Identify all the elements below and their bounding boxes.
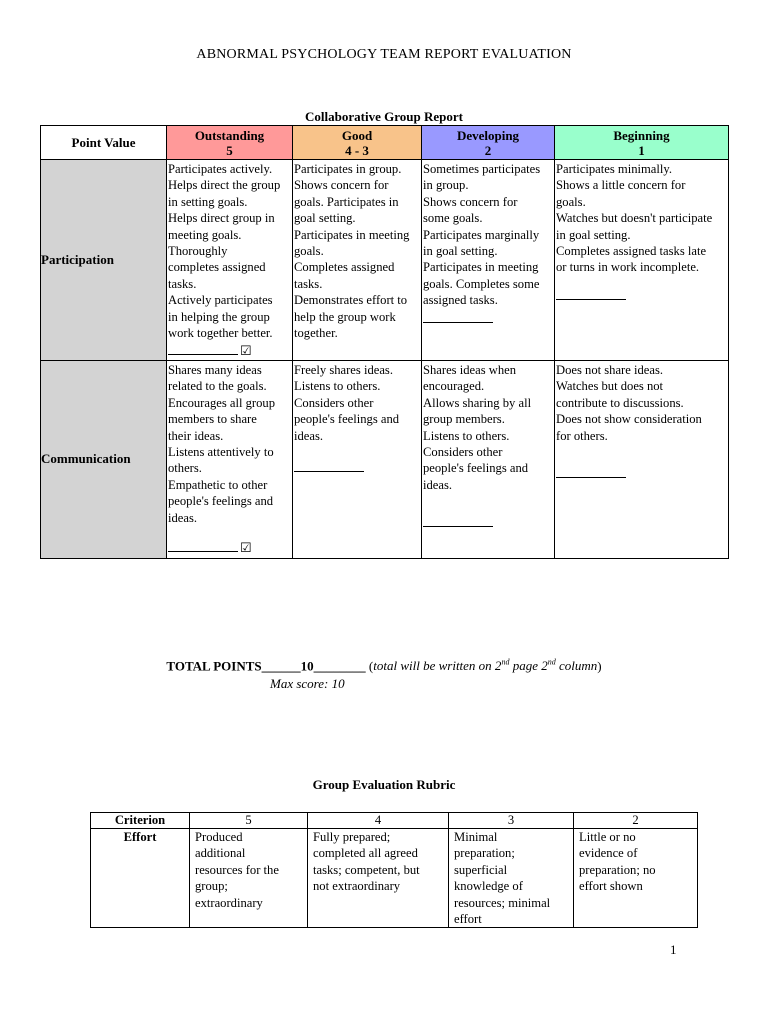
rubric-cell [308,829,449,928]
cell-text-line: people's feelings and [168,494,274,509]
level-header-developing [422,126,555,160]
checkbox-checked-icon: ☑ [240,343,252,359]
cell-text-line: preparation; [454,846,515,861]
level-points: 1 [638,142,645,158]
cell-text-line: Helps direct group in [168,211,275,226]
cell-text-line: contribute to discussions. [556,395,684,410]
cell-text-line: assigned tasks. [423,293,498,308]
rubric-cell [293,360,422,558]
rubric-cell [190,829,308,928]
rubric-title: Collaborative Group Report [305,109,463,124]
cell-text-line: not extraordinary [313,879,401,894]
cell-text-line: Completes assigned tasks late [556,244,707,259]
cell-text-line: Participates in meeting [294,227,410,242]
cell-text-line: Minimal [454,830,498,844]
rubric-cell [293,160,422,361]
row-label-communication: Communication [41,360,167,558]
rubric-cell [422,360,555,558]
cell-text-line: goals. [556,194,586,209]
row-label-participation: Participation [41,160,167,361]
total-value: 10 [300,658,314,674]
cell-text-line: ideas. [423,477,453,492]
cell-text-line: Encourages all group [168,395,276,410]
group-rubric-title: Group Evaluation Rubric [312,777,456,792]
level-header-outstanding [167,126,293,160]
cell-text-line: group members. [423,412,505,427]
cell-text-line: Shows a little concern for [556,178,686,193]
rubric-cell [555,360,729,558]
cell-text-line: Watches but doesn't participate [556,211,713,226]
rubric-cell [574,829,698,928]
cell-text-line: in setting goals. [168,194,248,209]
score-header-5: 5 [190,813,308,829]
cell-text-line: tasks. [168,276,197,291]
cell-text-line: ideas. [168,510,198,525]
cell-text-line: Listens attentively to [168,444,274,459]
score-header-3: 3 [449,813,574,829]
cell-text-line: effort [454,912,482,927]
cell-text-line: Completes assigned [294,260,395,275]
cell-text-line: in goal setting. [423,244,498,259]
cell-text-line: or turns in work incomplete. [556,260,700,275]
score-mark-line [168,540,292,556]
criterion-header: Criterion [91,813,190,829]
table-row [41,160,729,361]
table-row [91,829,698,928]
rubric-cell [167,360,293,558]
cell-text-line: Does not show consideration [556,412,702,427]
cell-text-line: goals. Participates in [294,194,399,209]
cell-text-line: Produced [195,830,243,844]
level-points: 5 [226,142,233,158]
cell-text-line: work together better. [168,326,273,341]
cell-text-line: completes assigned [168,260,266,275]
cell-text-line: Considers other [423,444,503,459]
cell-text-line: Participates marginally [423,227,540,242]
cell-text-line: Thoroughly [168,244,228,259]
cell-text-line: Watches but does not [556,379,664,394]
cell-text-line: preparation; no [579,862,656,877]
point-value-header: Point Value [41,126,167,160]
cell-text-line: encouraged. [423,379,485,394]
cell-text-line: Does not share ideas. [556,362,664,377]
cell-text-line: Shares ideas when [423,362,517,377]
cell-text-line: Participates in group. [294,162,402,176]
score-mark-line [423,311,554,327]
rubric-cell [555,160,729,361]
cell-text-line: Little or no [579,830,636,844]
cell-text-line: Listens to others. [423,428,510,443]
cell-text-line: some goals. [423,211,483,226]
cell-text-line: Helps direct the group [168,178,281,193]
cell-text-line: people's feelings and [423,461,529,476]
cell-text-line: Actively participates [168,293,273,308]
level-name: Developing [456,127,520,143]
cell-text-line: meeting goals. [168,227,242,242]
cell-text-line: tasks; competent, but [313,862,420,877]
page-number: 1 [670,942,677,957]
cell-text-line: Shows concern for [294,178,389,193]
cell-text-line: goals. Completes some [423,276,540,291]
score-mark-line [556,288,728,304]
max-score: Max score: 10 [270,676,345,691]
checkbox-checked-icon: ☑ [240,539,252,555]
cell-text-line: members to share [168,412,257,427]
total-note: total will be written on 2nd page 2nd column [373,658,598,674]
level-header-beginning [555,126,729,160]
rubric-cell [422,160,555,361]
rubric-cell [167,160,293,361]
cell-text-line: help the group work [294,309,396,324]
cell-text-line: Allows sharing by all [423,395,532,410]
cell-text-line: resources for the [195,862,279,877]
cell-text-line: Considers other [294,395,374,410]
score-mark-line [294,460,421,476]
cell-text-line: tasks. [294,276,323,291]
cell-text-line: their ideas. [168,428,224,443]
cell-text-line: Participates minimally. [556,162,672,176]
cell-text-line: extraordinary [195,895,263,910]
collaborative-rubric-table [40,125,729,559]
criterion-effort: Effort [91,829,190,928]
score-mark-line [423,515,554,531]
cell-text-line: Shows concern for [423,194,518,209]
cell-text-line: ideas. [294,428,324,443]
level-header-good [293,126,422,160]
cell-text-line: Sometimes participates [423,162,541,176]
cell-text-line: Demonstrates effort to [294,293,408,308]
table-row [41,360,729,558]
score-mark-line [556,466,728,482]
total-points: TOTAL POINTS______10________ (total will be written on 2nd page 2nd column) [166,658,602,674]
document-title: ABNORMAL PSYCHOLOGY TEAM REPORT EVALUATION [196,47,572,62]
level-name: Beginning [613,127,670,143]
cell-text-line: group; [195,879,228,894]
total-label: TOTAL POINTS [166,658,262,674]
cell-text-line: completed all agreed [313,846,418,861]
cell-text-line: Participates in meeting [423,260,539,275]
level-points: 2 [484,142,492,158]
cell-text-line: additional [195,846,246,861]
cell-text-line: Shares many ideas [168,362,262,377]
cell-text-line: Fully prepared; [313,830,391,844]
cell-text-line: related to the goals. [168,379,267,394]
cell-text-line: together. [294,326,338,341]
cell-text-line: in helping the group [168,309,270,324]
cell-text-line: Empathetic to other [168,477,268,492]
score-mark-line [168,343,292,359]
cell-text-line: goal setting. [294,211,356,226]
cell-text-line: Listens to others. [294,379,381,394]
cell-text-line: Freely shares ideas. [294,362,393,377]
level-name: Outstanding [194,127,265,143]
cell-text-line: for others. [556,428,608,443]
cell-text-line: effort shown [579,879,643,894]
cell-text-line: in goal setting. [556,227,631,242]
level-points: 4 - 3 [345,142,369,158]
cell-text-line: goals. [294,244,324,259]
score-header-4: 4 [308,813,449,829]
cell-text-line: in group. [423,178,469,193]
cell-text-line: resources; minimal [454,895,551,910]
cell-text-line: others. [168,461,202,476]
score-header-2: 2 [574,813,698,829]
cell-text-line: evidence of [579,846,638,861]
level-name: Good [341,127,373,143]
rubric-cell [449,829,574,928]
group-evaluation-table [90,812,698,928]
cell-text-line: superficial [454,862,508,877]
cell-text-line: people's feelings and [294,412,400,427]
cell-text-line: Participates actively. [168,162,273,176]
cell-text-line: knowledge of [454,879,523,894]
